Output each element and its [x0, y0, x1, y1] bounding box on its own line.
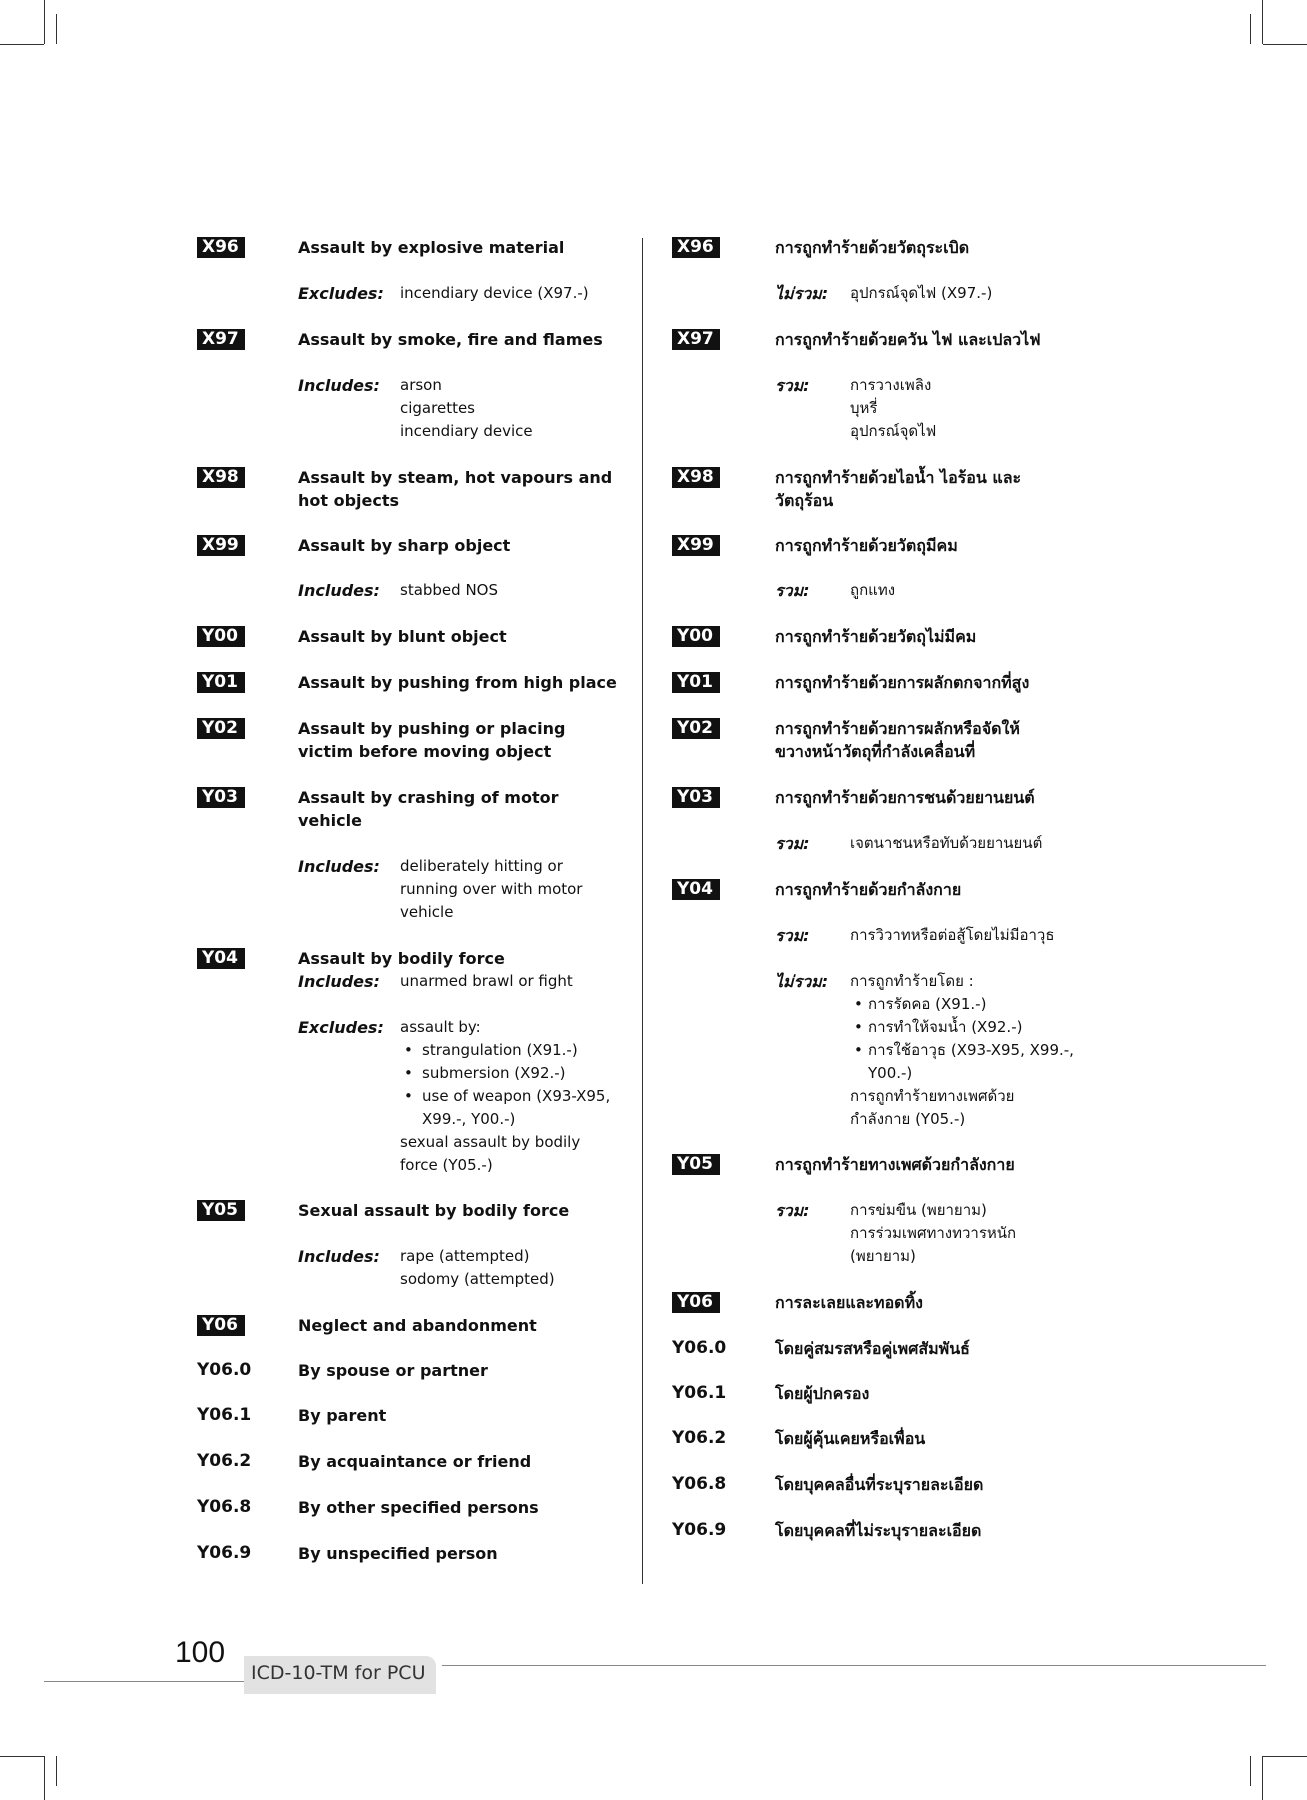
code-text: Y00	[672, 626, 720, 647]
code-label	[197, 328, 245, 351]
code-text: Y03	[672, 787, 720, 808]
code-text: Y01	[672, 672, 720, 693]
note-label: รวม:	[775, 834, 810, 853]
note-line: การถูกทำร้ายทางเพศด้วย	[850, 1087, 1015, 1105]
title-line: vehicle	[298, 811, 362, 830]
column-divider	[642, 238, 643, 1584]
title-line: Assault by bodily force	[298, 949, 505, 968]
entry-title	[298, 1314, 537, 1337]
entry-title	[298, 786, 558, 832]
note-lines	[850, 579, 895, 602]
code-label	[672, 786, 720, 809]
note-line: (พยายาม)	[850, 1247, 916, 1265]
title-line: การถูกทำร้ายด้วยควัน ไฟ และเปลวไฟ	[775, 330, 1041, 349]
title-line: การถูกทำร้ายด้วยการผลักตกจากที่สูง	[775, 673, 1030, 692]
note-lines	[400, 374, 533, 443]
code-text: Y06	[672, 1292, 720, 1313]
note-line: incendiary device (X97.-)	[400, 284, 589, 302]
entry-title	[775, 786, 1035, 809]
note-lines	[400, 855, 582, 924]
code-text: Y06.0	[197, 1360, 252, 1380]
note-lines	[850, 1199, 1016, 1268]
title-line: โดยผู้คุ้นเคยหรือเพื่อน	[775, 1429, 926, 1448]
title-line: โดยบุคคลอื่นที่ระบุรายละเอียด	[775, 1475, 984, 1494]
note-label: Includes:	[298, 972, 380, 991]
code-label	[672, 1382, 726, 1405]
code-text: Y04	[672, 879, 720, 900]
code-label	[197, 1542, 251, 1565]
note-line: บุหรี่	[850, 399, 878, 417]
code-text: Y06.1	[672, 1383, 727, 1403]
code-label	[672, 1473, 726, 1496]
code-text: X98	[197, 467, 245, 488]
bullet-item: • การทำให้จมน้ำ (X92.-)	[850, 1016, 1074, 1039]
note-label: ไม่รวม:	[775, 284, 829, 303]
title-line: การถูกทำร้ายด้วยกำลังกาย	[775, 880, 962, 899]
code-label	[197, 1314, 245, 1337]
entry-title	[298, 466, 612, 512]
code-text: Y06.1	[197, 1405, 252, 1425]
entry-title	[775, 671, 1029, 694]
entry-title	[775, 328, 1041, 351]
note-label: Includes:	[298, 857, 380, 876]
entry-title	[298, 1542, 498, 1565]
title-line: การถูกทำร้ายด้วยการชนด้วยยานยนต์	[775, 788, 1035, 807]
note-label: รวม:	[775, 1201, 810, 1220]
title-line: By parent	[298, 1406, 387, 1425]
entry-title	[775, 1473, 983, 1496]
footer-title: ICD-10-TM for PCU	[251, 1662, 426, 1684]
code-label	[197, 1404, 251, 1427]
code-text: Y01	[197, 672, 245, 693]
title-line: victim before moving object	[298, 742, 552, 761]
note-line: การวางเพลิง	[850, 376, 932, 394]
title-line: การถูกทำร้ายทางเพศด้วยกำลังกาย	[775, 1155, 1015, 1174]
code-text: Y02	[197, 718, 245, 739]
title-line: By other specified persons	[298, 1498, 539, 1517]
code-text: Y06.0	[672, 1338, 727, 1358]
entry-title	[298, 1450, 531, 1473]
note-lines	[850, 282, 992, 305]
entry-title	[298, 328, 603, 351]
entry-title	[775, 1427, 925, 1450]
note-line: ถูกแทง	[850, 581, 896, 599]
note-line: การร่วมเพศทางทวารหนัก	[850, 1224, 1017, 1242]
code-label	[197, 534, 245, 557]
code-text: Y00	[197, 626, 245, 647]
entry-title	[775, 1519, 981, 1542]
note-line: การข่มขืน (พยายาม)	[850, 1201, 987, 1219]
code-label	[197, 1450, 251, 1473]
entry-title	[775, 878, 961, 901]
code-label	[197, 717, 245, 740]
note-line: เจตนาชนหรือทับด้วยยานยนต์	[850, 834, 1043, 852]
title-line: ขวางหน้าวัตถุที่กำลังเคลื่อนที่	[775, 742, 976, 761]
entry-title	[775, 717, 1020, 763]
entry-title	[298, 1199, 569, 1222]
code-text: Y06.2	[197, 1451, 252, 1471]
entry-title	[775, 236, 969, 259]
code-text: Y06.2	[672, 1428, 727, 1448]
note-line: อุปกรณ์จุดไฟ	[850, 422, 937, 440]
code-label	[672, 534, 720, 557]
note-label: Includes:	[298, 376, 380, 395]
note-line: arson	[400, 376, 442, 394]
note-line: X99.-, Y00.-)	[422, 1110, 516, 1128]
title-line: การถูกทำร้ายด้วยการผลักหรือจัดให้	[775, 719, 1020, 738]
note-lines	[400, 579, 498, 602]
note-line: sodomy (attempted)	[400, 1270, 555, 1288]
note-label: รวม:	[775, 581, 810, 600]
code-text: X97	[197, 329, 245, 350]
code-text: X99	[197, 535, 245, 556]
code-label	[197, 466, 245, 489]
note-line: การวิวาทหรือต่อสู้โดยไม่มีอาวุธ	[850, 926, 1055, 944]
code-label	[197, 625, 245, 648]
note-line: rape (attempted)	[400, 1247, 530, 1265]
entry-title	[775, 466, 1021, 512]
code-label	[672, 466, 720, 489]
code-text: Y02	[672, 718, 720, 739]
title-line: วัตถุร้อน	[775, 491, 834, 510]
title-line: การถูกทำร้ายด้วยวัตถุไม่มีคม	[775, 627, 977, 646]
entry-title	[775, 625, 976, 648]
code-text: X97	[672, 329, 720, 350]
code-label	[672, 671, 720, 694]
code-text: Y05	[197, 1200, 245, 1221]
code-label	[197, 786, 245, 809]
entry-title	[298, 671, 617, 694]
title-line: Sexual assault by bodily force	[298, 1201, 570, 1220]
code-label	[197, 1359, 251, 1382]
code-text: Y06.9	[672, 1520, 727, 1540]
note-label: รวม:	[775, 376, 810, 395]
title-line: By unspecified person	[298, 1544, 498, 1563]
code-label	[197, 1496, 251, 1519]
entry-title	[298, 534, 510, 557]
title-line: Assault by sharp object	[298, 536, 511, 555]
code-text: Y04	[197, 948, 245, 969]
note-lines	[400, 1245, 555, 1291]
code-text: X99	[672, 535, 720, 556]
title-line: โดยบุคคลที่ไม่ระบุรายละเอียด	[775, 1521, 982, 1540]
note-line: Y00.-)	[868, 1064, 913, 1082]
title-line: Assault by pushing from high place	[298, 673, 617, 692]
code-text: Y06.8	[672, 1474, 727, 1494]
title-line: โดยคู่สมรสหรือคู่เพศสัมพันธ์	[775, 1339, 970, 1358]
title-line: Assault by pushing or placing	[298, 719, 566, 738]
bullet-item: • การรัดคอ (X91.-)	[850, 993, 1074, 1016]
note-line: unarmed brawl or fight	[400, 972, 573, 990]
entry-title	[298, 1404, 386, 1427]
entry-title	[298, 236, 564, 259]
code-text: X96	[197, 237, 245, 258]
title-line: Assault by steam, hot vapours and	[298, 468, 613, 487]
entry-title	[775, 534, 958, 557]
code-label	[672, 625, 720, 648]
entry-title	[775, 1153, 1015, 1176]
code-text: Y06.9	[197, 1543, 252, 1563]
note-label: Excludes:	[298, 284, 384, 303]
note-label: Excludes:	[298, 1018, 384, 1037]
note-line: assault by:	[400, 1018, 481, 1036]
note-label: รวม:	[775, 926, 810, 945]
entry-title	[775, 1291, 923, 1314]
note-lines	[400, 970, 573, 993]
note-line: incendiary device	[400, 422, 533, 440]
code-label	[672, 1291, 720, 1314]
note-label: Includes:	[298, 1247, 380, 1266]
entry-title	[298, 625, 507, 648]
note-lines	[850, 374, 936, 443]
title-line: hot objects	[298, 491, 400, 510]
note-line: force (Y05.-)	[400, 1156, 493, 1174]
note-line: running over with motor	[400, 880, 583, 898]
code-label	[672, 328, 720, 351]
code-text: Y06	[197, 1315, 245, 1336]
code-text: X96	[672, 237, 720, 258]
note-line: อุปกรณ์จุดไฟ (X97.-)	[850, 284, 993, 302]
title-line: การละเลยและทอดทิ้ง	[775, 1293, 923, 1312]
code-label	[672, 1337, 726, 1360]
note-line: stabbed NOS	[400, 581, 498, 599]
entry-title	[298, 947, 505, 970]
note-lines	[400, 282, 589, 305]
note-label: Includes:	[298, 581, 380, 600]
title-line: By spouse or partner	[298, 1361, 488, 1380]
note-label: ไม่รวม:	[775, 972, 829, 991]
note-line: cigarettes	[400, 399, 475, 417]
note-lines	[850, 924, 1055, 947]
code-label	[672, 1153, 720, 1176]
entry-title	[298, 717, 565, 763]
title-line: Assault by smoke, fire and flames	[298, 330, 603, 349]
note-lines	[850, 832, 1042, 855]
entry-title	[298, 1359, 488, 1382]
code-text: Y05	[672, 1154, 720, 1175]
code-text: Y03	[197, 787, 245, 808]
code-label	[672, 1519, 726, 1542]
code-label	[672, 236, 720, 259]
code-label	[672, 878, 720, 901]
code-label	[197, 1199, 245, 1222]
note-line: การถูกทำร้ายโดย :	[850, 972, 974, 990]
note-line: sexual assault by bodily	[400, 1133, 581, 1151]
note-line: vehicle	[400, 903, 454, 921]
entry-title	[775, 1337, 970, 1360]
bullet-item: • submersion (X92.-)	[400, 1062, 610, 1085]
bullet-item: • การใช้อาวุธ (X93-X95, X99.-,	[850, 1039, 1074, 1062]
code-text: X98	[672, 467, 720, 488]
title-line: By acquaintance or friend	[298, 1452, 532, 1471]
entry-title	[298, 1496, 539, 1519]
code-label	[672, 1427, 726, 1450]
title-line: Assault by explosive material	[298, 238, 565, 257]
code-label	[672, 717, 720, 740]
entry-title	[775, 1382, 869, 1405]
title-line: การถูกทำร้ายด้วยไอน้ำ ไอร้อน และ	[775, 468, 1022, 487]
code-label	[197, 671, 245, 694]
bullet-item: • strangulation (X91.-)	[400, 1039, 610, 1062]
note-line: กำลังกาย (Y05.-)	[850, 1110, 966, 1128]
page-number: 100	[175, 1636, 226, 1669]
title-line: โดยผู้ปกครอง	[775, 1384, 870, 1403]
title-line: Assault by crashing of motor	[298, 788, 559, 807]
title-line: Assault by blunt object	[298, 627, 507, 646]
note-line: deliberately hitting or	[400, 857, 563, 875]
title-line: Neglect and abandonment	[298, 1316, 537, 1335]
code-label	[197, 236, 245, 259]
bullet-item: • use of weapon (X93-X95,	[400, 1085, 610, 1108]
note-lines	[400, 1016, 610, 1177]
title-line: การถูกทำร้ายด้วยวัตถุมีคม	[775, 536, 958, 555]
title-line: การถูกทำร้ายด้วยวัตถุระเบิด	[775, 238, 970, 257]
code-label	[197, 947, 245, 970]
note-lines	[850, 970, 1074, 1131]
code-text: Y06.8	[197, 1497, 252, 1517]
